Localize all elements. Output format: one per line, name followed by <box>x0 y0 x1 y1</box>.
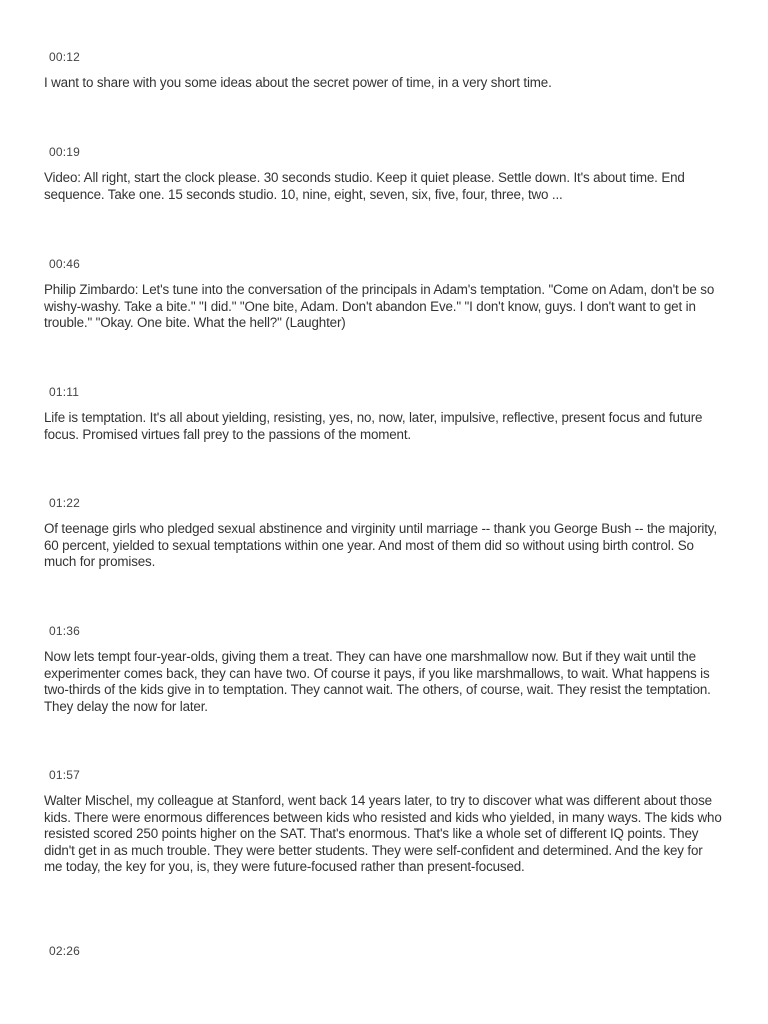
timestamp: 01:11 <box>49 385 80 399</box>
transcript-segment <box>44 496 724 571</box>
segment-text: Philip Zimbardo: Let's tune into the conversation of the principals in Adam's temptation. "Come on Adam, don't be so wishy-washy. Take a bite." "I did." "One bite, Adam. Don't abandon Eve." "I don't know, guys. I don't want to get in trouble." "Okay. One bite. What the hell?" (Laughter) <box>44 282 715 330</box>
segment-text: Life is temptation. It's all about yielding, resisting, yes, no, now, later, impulsive, reflective, present focus and future focus. Promised virtues fall prey to the passions of the moment. <box>44 410 703 442</box>
timestamp: 00:19 <box>49 145 81 159</box>
segment-text: Walter Mischel, my colleague at Stanford, went back 14 years later, to try to discover what was different about those kids. There were enormous differences between kids who resisted and kids who yielded, in many ways. The kids who resisted scored 250 points higher on the SAT. That's enormous. That's like a whole set of different IQ points. They didn't get in as much trouble. They were better students. They were self-confident and determined. And the key for me today, the key for you, is, they were future-focused rather than present-focused. <box>44 793 722 874</box>
segment-text: Video: All right, start the clock please. 30 seconds studio. Keep it quiet please. Settle down. It's about time. End sequence. Take one. 15 seconds studio. 10, nine, eight, seven, six, five, four, three, two ... <box>44 170 685 202</box>
transcript-segment <box>44 385 724 443</box>
transcript-segment <box>44 257 724 332</box>
segment-text: Now lets tempt four-year-olds, giving them a treat. They can have one marshmallow now. But if they wait until the experimenter comes back, they can have two. Of course it pays, if you like marshmallows, to wait. What happens is two-thirds of the kids give in to temptation. They cannot wait. The others, of course, wait. They resist the temptation. They delay the now for later. <box>44 649 711 714</box>
segment-text: I want to share with you some ideas about the secret power of time, in a very short time. <box>44 75 552 90</box>
timestamp: 01:57 <box>49 768 81 782</box>
timestamp: 00:12 <box>49 50 81 64</box>
timestamp: 01:36 <box>49 624 81 638</box>
timestamp: 00:46 <box>49 257 81 271</box>
segment-text: Of teenage girls who pledged sexual abstinence and virginity until marriage -- thank you George Bush -- the majority, 60 percent, yielded to sexual temptations within one year. And most of them did so without using birth control. So much for promises. <box>44 521 717 569</box>
transcript-segment <box>44 50 724 92</box>
transcript-segment <box>44 944 724 969</box>
transcript-segment <box>44 624 724 715</box>
timestamp: 01:22 <box>49 496 81 510</box>
transcript-segment <box>44 768 724 876</box>
transcript-segment <box>44 145 724 203</box>
timestamp: 02:26 <box>49 944 81 958</box>
